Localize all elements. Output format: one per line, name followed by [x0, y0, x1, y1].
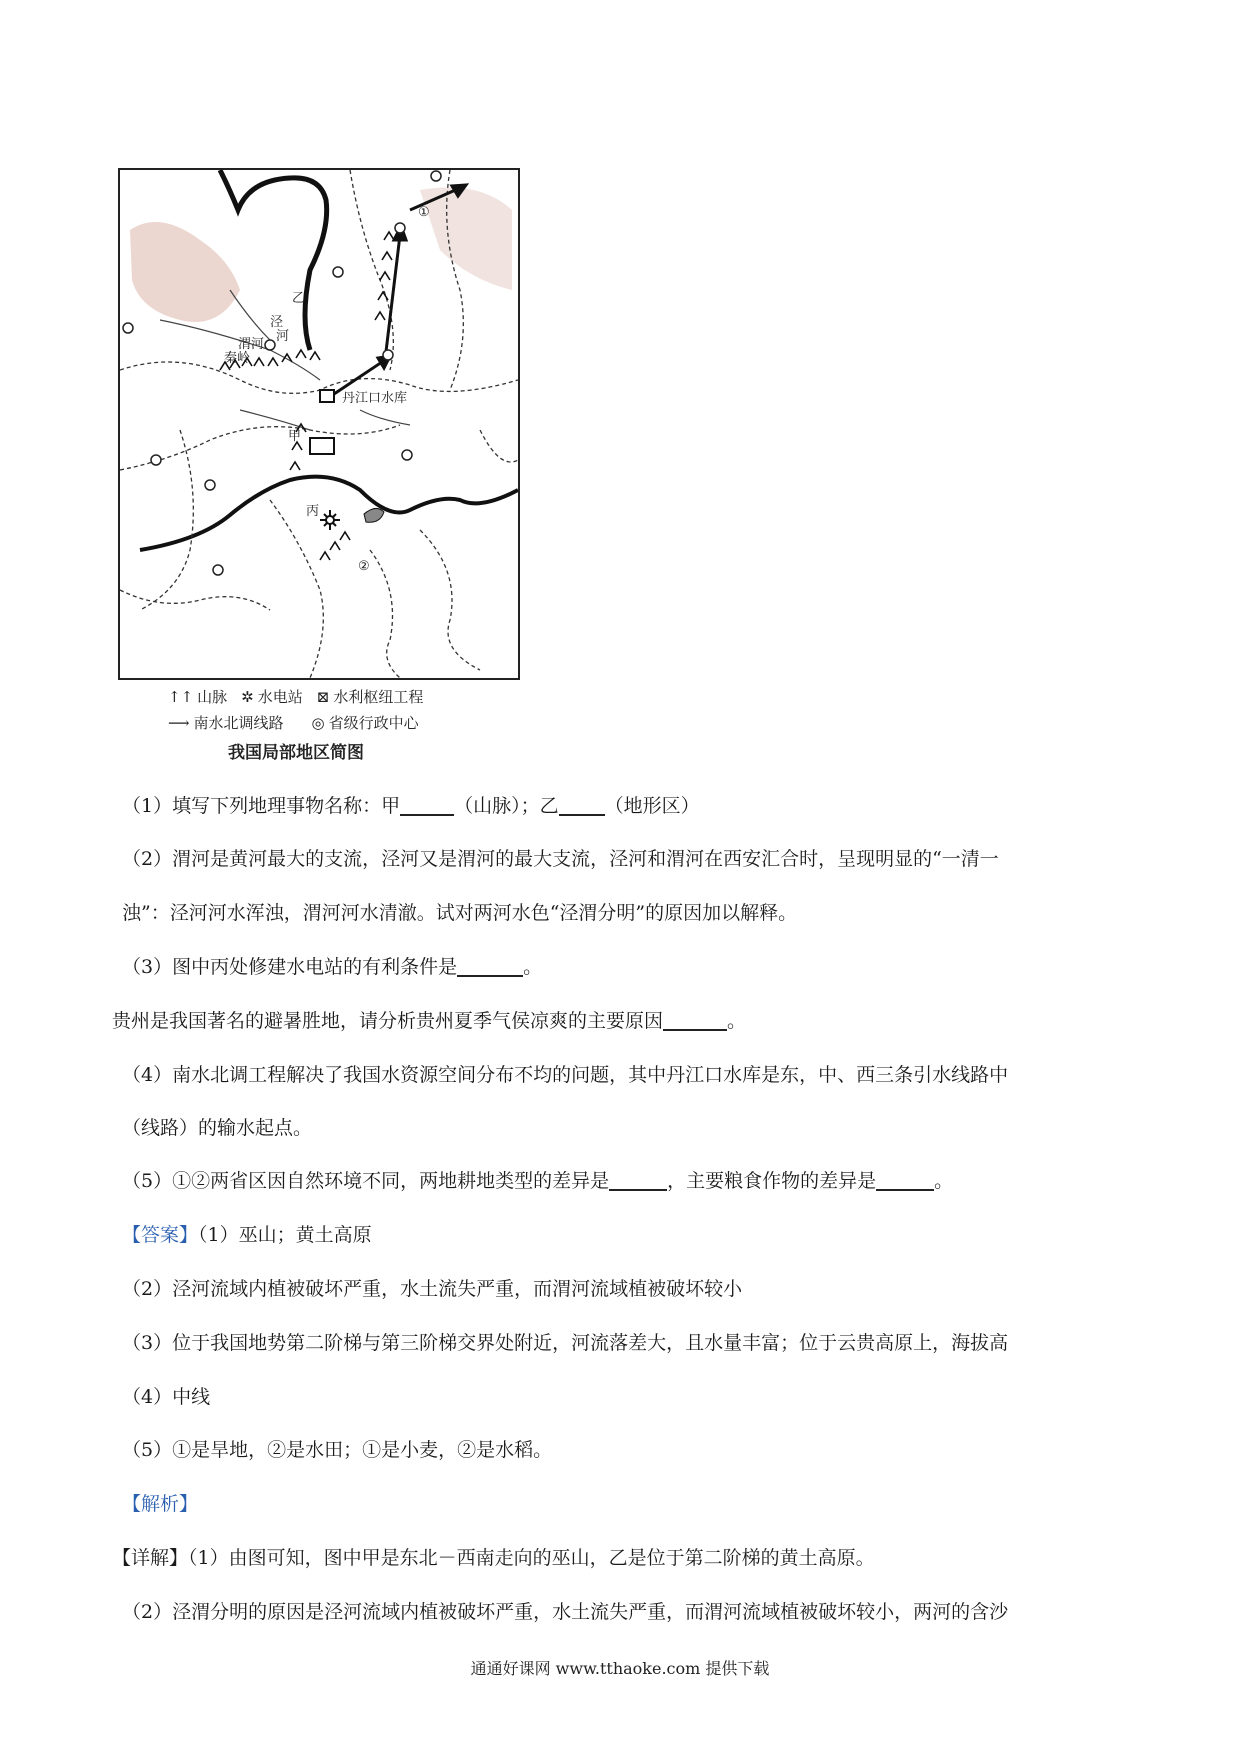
- q5-text-c: 。: [934, 1170, 954, 1192]
- analysis-tag: 【解析】: [122, 1493, 199, 1515]
- map-frame: [118, 168, 520, 680]
- label-reservoir: 丹江口水库: [342, 391, 408, 406]
- question-2-line-1: （2）渭河是黄河最大的支流，泾河又是渭河的最大支流，泾河和渭河在西安汇合时，呈现明显的“一清一: [122, 848, 999, 870]
- guizhou-text-a: 贵州是我国著名的避暑胜地，请分析贵州夏季气侯凉爽的主要原因: [112, 1010, 664, 1032]
- label-weihe: 渭河: [238, 337, 265, 352]
- q1-blank-jia: [400, 794, 454, 816]
- reservoir-marker: [320, 390, 334, 402]
- label-two: ②: [358, 559, 370, 574]
- question-2-line-2: 浊”：泾河河水浑浊，渭河河水清澈。试对两河水色“泾渭分明”的原因加以解释。: [122, 902, 798, 924]
- answer-3: （3）位于我国地势第二阶梯与第三阶梯交界处附近，河流落差大，且水量丰富；位于云贵高原上，海拔高: [122, 1332, 1009, 1354]
- q3-text-b: 。: [523, 956, 543, 978]
- figure-caption: 我国局部地区简图: [228, 743, 364, 763]
- label-jia: 甲: [288, 429, 302, 444]
- q1-text-a: （1）填写下列地理事物名称：甲: [122, 795, 401, 817]
- question-4-line-1: （4）南水北调工程解决了我国水资源空间分布不均的问题，其中丹江口水库是东，中、西三条引水线路中: [122, 1064, 1009, 1086]
- detail-2: （2）泾渭分明的原因是泾河流域内植被破坏严重，水土流失严重，而渭河流域植被破坏较小，两河的含沙: [122, 1601, 1009, 1623]
- footer-text: 通通好课网 www.tthaoke.com 提供下载: [470, 1659, 770, 1678]
- lake-shape: [364, 508, 384, 522]
- q5-blank-1: [609, 1169, 667, 1191]
- detail-1-text: （1）由图可知，图中甲是东北－西南走向的巫山，乙是位于第二阶梯的黄土高原。: [188, 1547, 875, 1569]
- legend-project: 水利枢纽工程: [333, 688, 424, 706]
- map-figure: [118, 168, 520, 768]
- q1-text-c: （地形区）: [604, 795, 700, 817]
- q3-text-a: （3）图中丙处修建水电站的有利条件是: [122, 956, 458, 978]
- map-drawing: [120, 170, 518, 678]
- shaded-region-ne: [420, 188, 512, 291]
- label-qinling: 秦岭: [224, 351, 251, 366]
- answer-5: （5）①是旱地，②是水田；①是小麦，②是水稻。: [122, 1439, 553, 1461]
- question-1: [122, 793, 700, 819]
- label-he: 河: [276, 329, 290, 344]
- guizhou-text-b: 。: [727, 1010, 747, 1032]
- label-one: ①: [418, 205, 430, 220]
- q5-text-a: （5）①②两省区因自然环境不同，两地耕地类型的差异是: [122, 1170, 610, 1192]
- hydro-project-marker: [310, 438, 334, 454]
- guizhou-blank: [663, 1009, 727, 1031]
- guizhou-question: [112, 1008, 746, 1034]
- q5-blank-2: [876, 1169, 934, 1191]
- hydro-station-marker: [320, 510, 340, 530]
- mountain-icon: ↑↑: [168, 688, 194, 706]
- answer-4: （4）中线: [122, 1386, 211, 1408]
- question-5: [122, 1168, 953, 1194]
- hydro-station-icon: ✲: [241, 688, 254, 706]
- q1-blank-yi: [559, 794, 605, 816]
- detail-1: [112, 1545, 875, 1571]
- q1-text-b: （山脉）；乙: [454, 795, 559, 817]
- legend-route: 南水北调线路: [193, 714, 284, 732]
- shaded-region: [130, 222, 240, 322]
- map-legend: [168, 684, 528, 736]
- analysis-heading: [122, 1491, 198, 1517]
- q3-blank: [457, 955, 523, 977]
- legend-hydro: 水电站: [257, 688, 303, 706]
- capital-icon: ◎: [311, 714, 325, 732]
- label-jing: 泾: [270, 315, 284, 330]
- answer-tag: 【答案】: [122, 1224, 199, 1246]
- answer-1-text: （1）巫山；黄土高原: [198, 1224, 372, 1246]
- question-3: [122, 954, 542, 980]
- legend-capital: 省级行政中心: [328, 714, 419, 732]
- legend-mountain: 山脉: [197, 688, 228, 706]
- answer-1: [122, 1222, 372, 1248]
- route-arrow-icon: ⟶: [168, 714, 190, 732]
- answer-2: （2）泾河流域内植被破坏严重，水土流失严重，而渭河流域植被破坏较小: [122, 1278, 743, 1300]
- label-bing: 丙: [306, 504, 320, 519]
- detail-tag: 【详解】: [112, 1547, 189, 1569]
- question-4-line-2: （线路）的输水起点。: [122, 1117, 313, 1139]
- project-icon: ⊠: [316, 688, 330, 706]
- label-yi: 乙: [292, 291, 306, 306]
- q5-text-b: ，主要粮食作物的差异是: [667, 1170, 877, 1192]
